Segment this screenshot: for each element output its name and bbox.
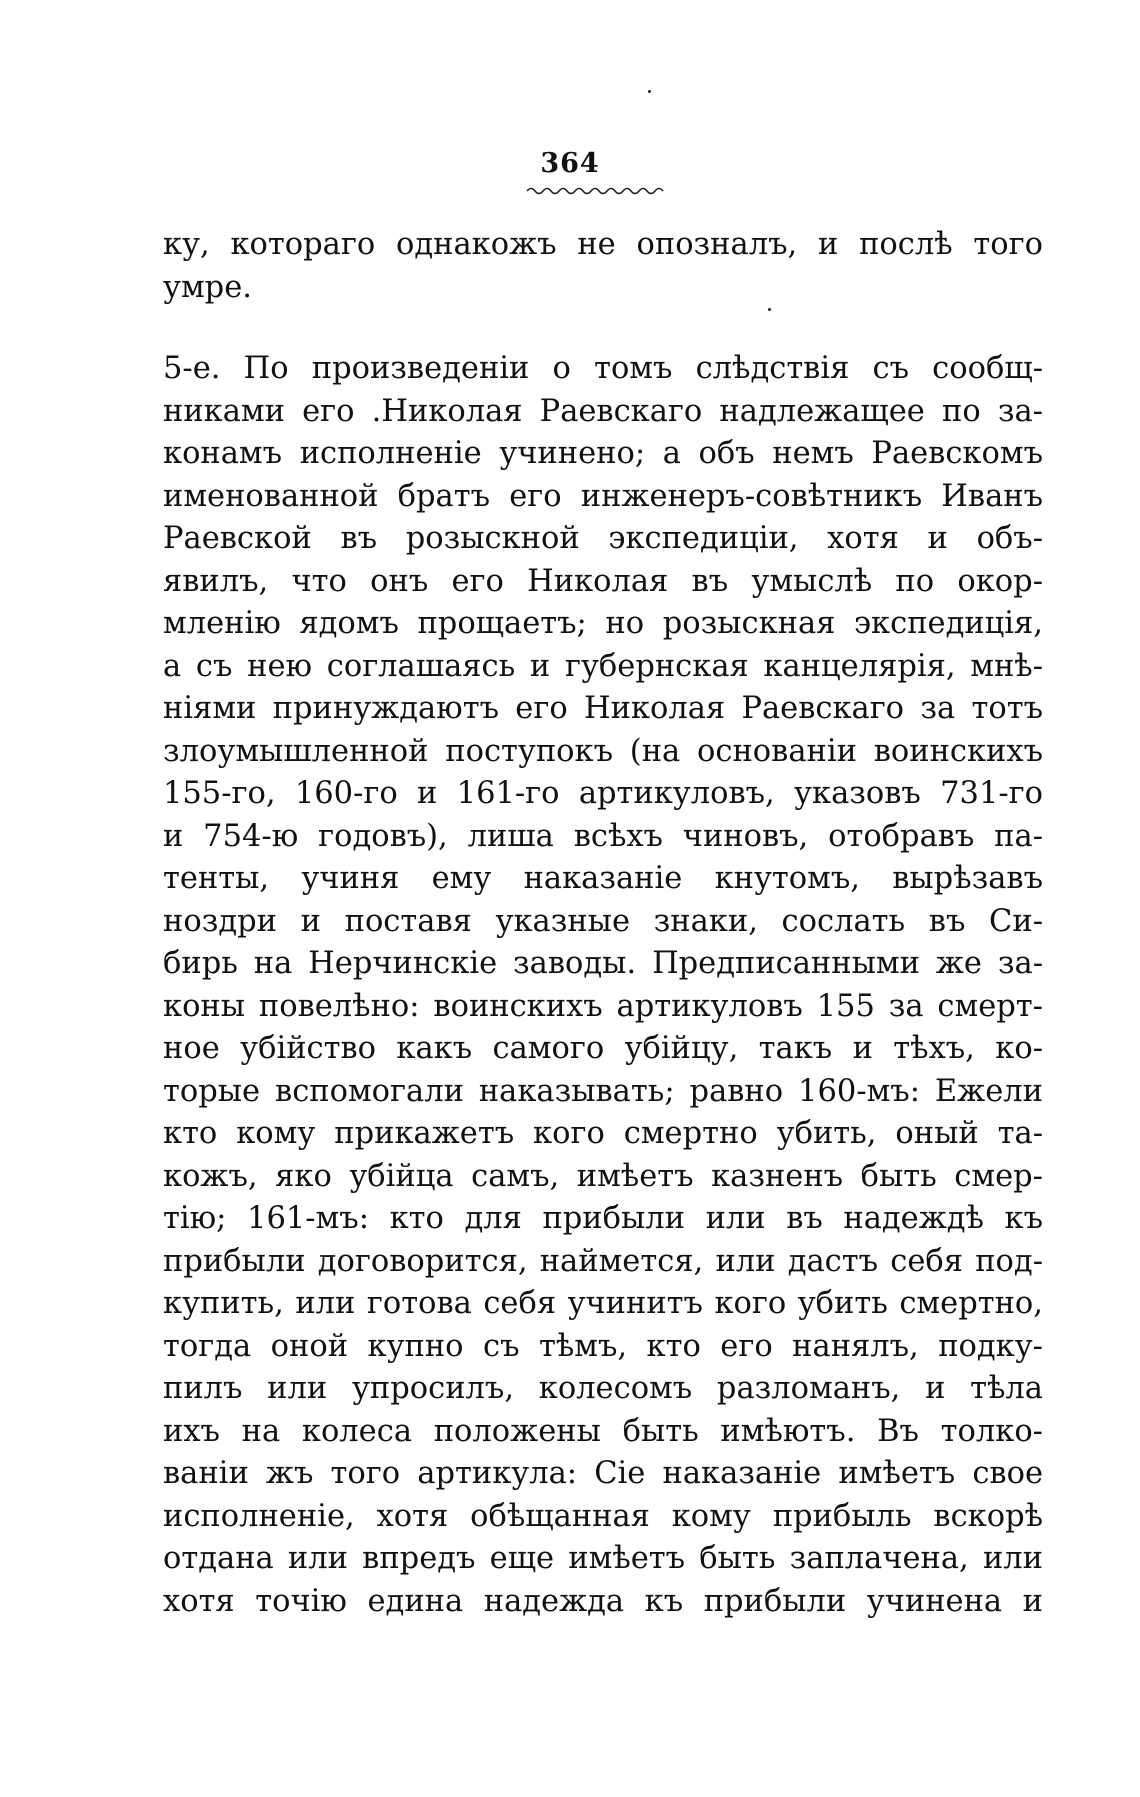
paragraph-item-5 xyxy=(163,348,1043,1623)
text-line: конамъ исполненіе учинено; а объ немъ Раевскомъ xyxy=(163,436,1043,471)
text-line: именованной братъ его инженеръ-совѣтникъ Иванъ xyxy=(163,478,1043,514)
text-line: ное убійство какъ самого убійцу, такъ и тѣхъ, ко- xyxy=(163,1031,1043,1066)
text-line: а съ нею соглашаясь и губернская канцелярія, мнѣ- xyxy=(163,648,1043,684)
text-line: коны повелѣно: воинскихъ артикуловъ 155 за смерт- xyxy=(163,988,1043,1024)
text-line: злоумышленной поступокъ (на основаніи воинскихъ xyxy=(163,733,1043,769)
text-line: ихъ на колеса положены быть имѣютъ. Въ толко- xyxy=(163,1413,1043,1449)
scan-speck xyxy=(648,90,651,93)
text-line: купить, или готова себя учинитъ кого убить смертно, xyxy=(163,1286,1043,1321)
text-line: ніями принуждаютъ его Николая Раевскаго за тотъ xyxy=(163,691,1043,726)
text-line: кожъ, яко убійца самъ, имѣетъ казненъ быть смер- xyxy=(163,1158,1043,1194)
paragraph-continuation xyxy=(163,224,1043,309)
text-line: тенты, учиня ему наказаніе кнутомъ, вырѣзавъ xyxy=(163,861,1043,896)
text-line: тогда оной купно съ тѣмъ, кто его нанялъ, подку- xyxy=(163,1328,1043,1364)
text-line: отдана или впредъ еще имѣетъ быть заплачена, или xyxy=(163,1541,1043,1576)
text-line: никами его .Николая Раевскаго надлежащее по за- xyxy=(163,393,1043,429)
text-line: явилъ, что онъ его Николая въ умыслѣ по окор- xyxy=(163,563,1043,599)
page-number: 364 xyxy=(540,148,600,179)
text-line: 5-е. По произведеніи о томъ слѣдствія съ сообщ- xyxy=(163,351,1043,386)
page-body xyxy=(163,224,1043,1623)
wavy-rule-ornament xyxy=(525,184,665,198)
text-line: умре. xyxy=(163,269,252,305)
text-line: прибыли договорится, наймется, или дастъ себя под- xyxy=(163,1243,1043,1279)
text-line: ваніи жъ того артикула: Сіе наказаніе имѣетъ свое xyxy=(163,1456,1043,1491)
paragraph-gap xyxy=(163,309,1043,348)
text-line: пилъ или упросилъ, колесомъ разломанъ, и тѣла xyxy=(163,1371,1043,1406)
text-line: бирь на Нерчинскіе заводы. Предписанными же за- xyxy=(163,946,1043,981)
text-line: Раевской въ розыскной экспедиціи, хотя и объ- xyxy=(163,521,1043,556)
text-line: и 754-ю годовъ), лиша всѣхъ чиновъ, отобравъ па- xyxy=(163,818,1043,854)
text-line: торые вспомогали наказывать; равно 160-мъ: Ежели xyxy=(163,1073,1043,1109)
text-line: ноздри и поставя указные знаки, сослать въ Си- xyxy=(163,903,1043,939)
text-line: ку, котораго однакожъ не опозналъ, и послѣ того xyxy=(163,227,1043,262)
text-line: тію; 161-мъ: кто для прибыли или въ надеждѣ къ xyxy=(163,1201,1043,1236)
text-line: 155-го, 160-го и 161-го артикуловъ, указовъ 731-го xyxy=(163,776,1043,811)
text-line: исполненіе, хотя обѣщанная кому прибыль вскорѣ xyxy=(163,1498,1043,1534)
text-line: кто кому прикажетъ кого смертно убить, оный та- xyxy=(163,1116,1043,1151)
text-line: хотя точію едина надежда къ прибыли учинена и xyxy=(163,1583,1043,1619)
text-line: мленію ядомъ прощаетъ; но розыскная экспедиція, xyxy=(163,606,1043,641)
